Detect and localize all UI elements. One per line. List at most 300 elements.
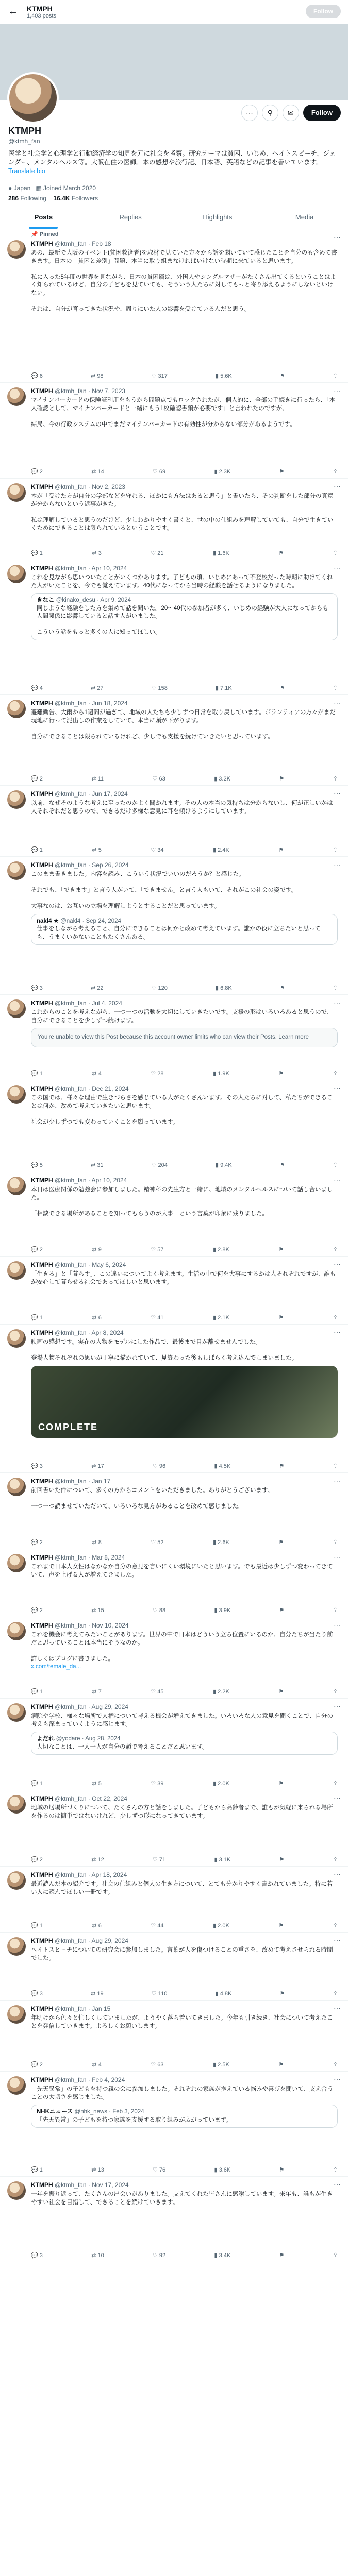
reply-icon[interactable]: 💬 2 xyxy=(31,1607,43,1614)
reply-icon[interactable]: 💬 6 xyxy=(31,373,43,379)
tweet-avatar[interactable] xyxy=(7,1622,26,1640)
share-icon[interactable]: ⇪ xyxy=(333,776,338,782)
tweet-avatar[interactable] xyxy=(7,483,26,502)
like-icon[interactable]: ♡ 45 xyxy=(151,1689,164,1695)
tweet-author-name[interactable]: KTMPH xyxy=(31,1177,53,1184)
tweet-header xyxy=(31,1329,124,1336)
like-icon[interactable]: ♡ 63 xyxy=(152,776,165,782)
following-link[interactable] xyxy=(8,195,46,202)
top-follow-button[interactable]: Follow xyxy=(306,5,341,18)
tweet-actions xyxy=(31,1162,338,1168)
tweet-header xyxy=(31,240,111,247)
tweet-header xyxy=(31,1937,128,1944)
bookmark-icon[interactable]: ⚑ xyxy=(278,1071,284,1077)
more-icon[interactable]: ⋯ xyxy=(334,1621,341,1629)
quoted-tweet[interactable] xyxy=(31,1732,338,1755)
tweet[interactable] xyxy=(0,1549,348,1617)
reply-icon[interactable]: 💬 2 xyxy=(31,2062,43,2068)
tweet[interactable] xyxy=(0,994,348,1080)
like-icon[interactable]: ♡ 21 xyxy=(151,550,164,556)
tweet-handle: @ktmh_fan · Jun 17, 2024 xyxy=(55,790,128,798)
tweet-text: 「先天異常」の子どもを持つ親の会に参加しました。それぞれの家族が抱えている悩みや喜びを聞いて、支え合うことの大切さを感じました。 xyxy=(31,2086,334,2100)
tweet-author-name[interactable]: KTMPH xyxy=(31,240,53,247)
more-icon[interactable]: ⋯ xyxy=(334,1553,341,1561)
tweet-author-name[interactable]: KTMPH xyxy=(31,1703,53,1710)
more-icon[interactable]: ⋯ xyxy=(334,2180,341,2189)
tweet-author-name[interactable]: KTMPH xyxy=(31,999,53,1007)
repost-icon[interactable]: ⇄ 19 xyxy=(91,1991,104,1997)
views-icon[interactable]: ▮ 1.6K xyxy=(213,550,229,556)
tweet-author-name[interactable]: KTMPH xyxy=(31,1085,53,1092)
more-icon[interactable]: ⋯ xyxy=(334,1936,341,1944)
bookmark-icon[interactable]: ⚑ xyxy=(278,1539,284,1546)
bio-text: 医学と社会学と心理学と行動経済学の知見を元に社会を考察。研究テーマは貧困、いじめ、ヘイトスピーチ、ジェンダー、メンタルヘルス等。大阪在住の医師。本の感想や旅行記、日本語、英語などの記事を書いています。 xyxy=(8,150,336,166)
tweet[interactable] xyxy=(0,694,348,786)
reply-icon[interactable]: 💬 1 xyxy=(31,1071,43,1077)
like-icon[interactable]: ♡ 110 xyxy=(151,1991,168,1997)
profile-handle: @ktmh_fan xyxy=(8,138,40,145)
bookmark-icon[interactable]: ⚑ xyxy=(279,776,285,782)
share-icon[interactable]: ⇪ xyxy=(333,1539,338,1546)
tweet-author-name[interactable]: KTMPH xyxy=(31,483,53,490)
share-icon[interactable]: ⇪ xyxy=(333,1315,338,1321)
share-icon[interactable]: ⇪ xyxy=(333,1991,338,1997)
tweet-author-name[interactable]: KTMPH xyxy=(31,1871,53,1878)
tweet-handle: @ktmh_fan · Jun 18, 2024 xyxy=(55,700,128,707)
reply-icon[interactable]: 💬 3 xyxy=(31,1463,43,1469)
tweet-link[interactable]: x.com/female_da... xyxy=(31,1664,81,1670)
tweet-body xyxy=(31,2086,338,2128)
tweet-handle: @ktmh_fan · Aug 29, 2024 xyxy=(55,1937,128,1944)
views-icon[interactable]: ▮ 3.6K xyxy=(214,2167,231,2173)
share-icon[interactable]: ⇪ xyxy=(333,985,338,991)
tweet-text: 地域の居場所づくりについて、たくさんの方と話をしました。子どもから高齢者まで、誰もが気軽に来られる場所を作るのは簡単ではないけれど、少しずつ形になってきています。 xyxy=(31,1805,333,1819)
tweet-actions xyxy=(31,2061,338,2068)
tweet-actions xyxy=(31,1607,338,1614)
share-icon[interactable]: ⇪ xyxy=(333,2062,338,2068)
like-icon[interactable]: ♡ 71 xyxy=(153,1857,166,1863)
repost-icon[interactable]: ⇄ 11 xyxy=(91,776,104,782)
back-arrow-icon[interactable]: ← xyxy=(8,6,18,17)
tweet-avatar[interactable] xyxy=(7,1177,26,1195)
repost-icon[interactable]: ⇄ 14 xyxy=(91,469,104,475)
tweet-body xyxy=(31,1009,338,1047)
bookmark-icon[interactable]: ⚑ xyxy=(279,2167,285,2173)
reply-icon[interactable]: 💬 1 xyxy=(31,1315,43,1321)
tweet[interactable] xyxy=(0,1698,348,1790)
tweet-author-name[interactable]: KTMPH xyxy=(31,1937,53,1944)
views-icon[interactable]: ▮ 9.4K xyxy=(215,1162,232,1168)
bookmark-icon[interactable]: ⚑ xyxy=(278,847,284,853)
tweet-body xyxy=(31,1946,338,1962)
tab-posts[interactable]: Posts xyxy=(0,206,87,229)
views-icon[interactable]: ▮ 4.5K xyxy=(214,1463,231,1469)
share-icon[interactable]: ⇪ xyxy=(333,1857,338,1863)
like-icon[interactable]: ♡ 63 xyxy=(151,2062,164,2068)
tweet-body xyxy=(31,574,338,640)
quoted-author: NHKニュース @nhk_news · Feb 3, 2024 xyxy=(37,2109,144,2115)
tweet[interactable] xyxy=(0,382,348,479)
tweet-actions xyxy=(31,985,338,991)
bookmark-icon[interactable]: ⚑ xyxy=(278,1247,284,1253)
tweet[interactable] xyxy=(0,2000,348,2072)
reply-icon[interactable]: 💬 1 xyxy=(31,847,43,853)
share-icon[interactable]: ⇪ xyxy=(333,2167,338,2173)
tweet-actions xyxy=(31,372,338,379)
translate-bio-link[interactable]: Translate bio xyxy=(8,167,45,175)
more-icon[interactable]: ⋯ xyxy=(334,1702,341,1710)
like-icon[interactable]: ♡ 120 xyxy=(151,985,168,991)
tweet-avatar[interactable] xyxy=(7,2181,26,2200)
share-icon[interactable]: ⇪ xyxy=(333,685,338,691)
tweet-handle: @ktmh_fan · Feb 4, 2024 xyxy=(55,2076,125,2083)
repost-icon[interactable]: ⇄ 98 xyxy=(90,373,104,379)
bookmark-icon[interactable]: ⚑ xyxy=(279,985,285,991)
views-icon[interactable]: ▮ 2.6K xyxy=(213,1539,229,1546)
bookmark-icon[interactable]: ⚑ xyxy=(279,373,285,379)
tweet-avatar[interactable] xyxy=(7,1261,26,1280)
top-bar-name: KTMPH xyxy=(27,5,53,13)
tweet-avatar[interactable] xyxy=(7,1795,26,1814)
bookmark-icon[interactable]: ⚑ xyxy=(278,1689,284,1695)
reply-icon[interactable]: 💬 3 xyxy=(31,1991,43,1997)
tweet-actions xyxy=(31,2166,338,2173)
share-icon[interactable]: ⇪ xyxy=(333,1781,338,1787)
views-icon[interactable]: ▮ 2.0K xyxy=(213,1781,229,1787)
repost-icon[interactable]: ⇄ 4 xyxy=(92,2062,102,2068)
tweet-handle: @ktmh_fan · Feb 18 xyxy=(55,240,111,247)
tweet-header xyxy=(31,387,125,395)
tweet-author-name[interactable]: KTMPH xyxy=(31,387,53,395)
tweet[interactable] xyxy=(0,785,348,857)
like-icon[interactable]: ♡ 96 xyxy=(153,1463,166,1469)
more-icon[interactable]: ⋯ xyxy=(334,1477,341,1485)
tweet-body xyxy=(31,1804,338,1820)
share-icon[interactable]: ⇪ xyxy=(333,550,338,556)
bookmark-icon[interactable]: ⚑ xyxy=(278,1923,284,1929)
bookmark-icon[interactable]: ⚑ xyxy=(278,2062,284,2068)
reply-icon[interactable]: 💬 2 xyxy=(31,776,43,782)
views-icon[interactable]: ▮ 6.8K xyxy=(215,985,232,991)
more-icon[interactable]: ⋯ xyxy=(334,1176,341,1184)
bookmark-icon[interactable]: ⚑ xyxy=(279,1162,285,1168)
tweet-avatar[interactable] xyxy=(7,240,26,259)
more-icon[interactable]: ⋯ xyxy=(334,1084,341,1092)
reply-icon[interactable]: 💬 2 xyxy=(31,1857,43,1863)
views-icon[interactable]: ▮ 3.2K xyxy=(214,776,230,782)
notification-bell-icon[interactable]: ✉ xyxy=(283,105,299,121)
repost-icon[interactable]: ⇄ 9 xyxy=(92,1247,102,1253)
more-icon[interactable]: ⋯ xyxy=(334,789,341,798)
tweet-avatar[interactable] xyxy=(7,1085,26,1104)
views-icon[interactable]: ▮ 2.3K xyxy=(214,469,231,475)
follow-button[interactable]: Follow xyxy=(303,105,341,121)
more-icon[interactable]: ⋯ xyxy=(334,1870,341,1878)
tweet-avatar[interactable] xyxy=(7,2076,26,2095)
like-icon[interactable]: ♡ 76 xyxy=(153,2167,166,2173)
tweet-actions xyxy=(31,1539,338,1546)
tweet[interactable] xyxy=(0,1617,348,1699)
views-icon[interactable]: ▮ 7.1K xyxy=(215,685,232,691)
tweet-media-image[interactable] xyxy=(31,1366,338,1438)
tweet-author-name[interactable]: KTMPH xyxy=(31,1478,53,1485)
views-icon[interactable]: ▮ 2.4K xyxy=(213,847,229,853)
like-icon[interactable]: ♡ 34 xyxy=(151,847,164,853)
tweet-avatar[interactable] xyxy=(7,700,26,718)
tweet-author-name[interactable]: KTMPH xyxy=(31,1622,53,1629)
like-icon[interactable]: ♡ 317 xyxy=(151,373,168,379)
quoted-tweet[interactable] xyxy=(31,593,338,640)
tweet-avatar[interactable] xyxy=(7,565,26,583)
like-icon[interactable]: ♡ 57 xyxy=(151,1247,164,1253)
tweet-author-name[interactable]: KTMPH xyxy=(31,1329,53,1336)
repost-icon[interactable]: ⇄ 3 xyxy=(92,550,102,556)
tweet[interactable] xyxy=(0,1866,348,1933)
more-icon[interactable]: ⋯ xyxy=(334,860,341,869)
tweet-avatar[interactable] xyxy=(7,2005,26,2024)
tweet[interactable] xyxy=(0,1932,348,2001)
share-icon[interactable]: ⇪ xyxy=(333,847,338,853)
tweet-avatar[interactable] xyxy=(7,1554,26,1572)
tweet-text: 「生きる」と「暮らす」、この違いについてよく考えます。生活の中で何を大事にするかは人それぞれですが、誰もが安心して暮らせる社会であってほしいと思います。 xyxy=(31,1271,336,1285)
tweet-actions xyxy=(31,775,338,782)
tab-highlights[interactable]: Highlights xyxy=(203,213,233,221)
share-icon[interactable]: ⇪ xyxy=(333,2252,338,2259)
tweet[interactable] xyxy=(0,560,348,695)
tweet-body xyxy=(31,249,338,313)
like-icon[interactable]: ♡ 69 xyxy=(153,469,166,475)
bookmark-icon[interactable]: ⚑ xyxy=(279,2252,285,2259)
tweet[interactable] xyxy=(0,2071,348,2177)
top-bar-identity xyxy=(27,5,56,19)
views-icon[interactable]: ▮ 2.0K xyxy=(213,1923,229,1929)
share-icon[interactable]: ⇪ xyxy=(333,1923,338,1929)
tweet[interactable] xyxy=(0,1256,348,1325)
tweet-text: これからのことを考えながら、一つ一つの活動を大切にしていきたいです。支援の形はいろいろあると思うので、自分にできることを少しずつ続けます。 xyxy=(31,1009,333,1024)
more-icon[interactable]: ⋯ xyxy=(334,564,341,572)
tweet[interactable] xyxy=(0,478,348,560)
tweet-author-name[interactable]: KTMPH xyxy=(31,1554,53,1561)
tweet[interactable] xyxy=(0,1172,348,1257)
tweet-header xyxy=(31,2076,125,2083)
tweet[interactable] xyxy=(0,1472,348,1549)
more-icon[interactable]: ⋯ xyxy=(334,1794,341,1802)
more-icon[interactable]: ⋯ xyxy=(334,1260,341,1268)
like-icon[interactable]: ♡ 92 xyxy=(153,2252,166,2259)
tweet-avatar[interactable] xyxy=(7,1703,26,1722)
tweet-avatar[interactable] xyxy=(7,1478,26,1496)
tweet[interactable] xyxy=(0,856,348,995)
bookmark-icon[interactable]: ⚑ xyxy=(279,1463,285,1469)
bookmark-icon[interactable]: ⚑ xyxy=(279,1607,285,1614)
share-icon[interactable]: ⇪ xyxy=(333,1162,338,1168)
tweet[interactable] xyxy=(0,1080,348,1172)
tweet-actions xyxy=(31,1688,338,1695)
quoted-author: きなこ @kinako_desu · Apr 9, 2024 xyxy=(37,597,131,603)
views-icon[interactable]: ▮ 4.8K xyxy=(215,1991,232,1997)
repost-icon[interactable]: ⇄ 31 xyxy=(90,1162,104,1168)
views-icon[interactable]: ▮ 3.1K xyxy=(214,1857,231,1863)
reply-icon[interactable]: 💬 3 xyxy=(31,985,43,991)
tweet-author-name[interactable]: KTMPH xyxy=(31,2005,53,2012)
tweet-body xyxy=(31,1880,338,1896)
like-icon[interactable]: ♡ 52 xyxy=(151,1539,164,1546)
share-icon[interactable]: ⇪ xyxy=(333,469,338,475)
reply-icon[interactable]: 💬 5 xyxy=(31,1162,43,1168)
profile-avatar[interactable] xyxy=(7,72,59,124)
like-icon[interactable]: ♡ 28 xyxy=(151,1071,164,1077)
bookmark-icon[interactable]: ⚑ xyxy=(279,1991,285,1997)
bookmark-icon[interactable]: ⚑ xyxy=(279,685,285,691)
repost-icon[interactable]: ⇄ 7 xyxy=(92,1689,102,1695)
tweet-body xyxy=(31,871,338,945)
more-icon[interactable]: ⋯ xyxy=(334,482,341,490)
followers-link[interactable] xyxy=(53,195,98,202)
repost-icon[interactable]: ⇄ 5 xyxy=(92,1781,102,1787)
more-icon[interactable]: ⋯ xyxy=(334,386,341,395)
tweet[interactable] xyxy=(0,1324,348,1473)
reply-icon[interactable]: 💬 1 xyxy=(31,1923,43,1929)
tweet-actions xyxy=(31,468,338,475)
bookmark-icon[interactable]: ⚑ xyxy=(278,1315,284,1321)
tweet-header xyxy=(31,483,125,490)
tweet-avatar[interactable] xyxy=(7,387,26,406)
tweet-author-name[interactable]: KTMPH xyxy=(31,1795,53,1802)
repost-icon[interactable]: ⇄ 13 xyxy=(91,2167,104,2173)
tweet-avatar[interactable] xyxy=(7,999,26,1018)
tweet[interactable] xyxy=(0,229,348,383)
repost-icon[interactable]: ⇄ 5 xyxy=(92,847,102,853)
share-icon[interactable]: ⇪ xyxy=(333,373,338,379)
tweet-author-name[interactable]: KTMPH xyxy=(31,2076,53,2083)
quoted-handle: @nhk_news · Feb 3, 2024 xyxy=(74,2109,144,2115)
more-icon[interactable]: ⋯ xyxy=(334,2004,341,2012)
repost-icon[interactable]: ⇄ 6 xyxy=(92,1315,102,1321)
tweet[interactable] xyxy=(0,1790,348,1867)
share-icon[interactable]: ⇪ xyxy=(333,1071,338,1077)
tab-media[interactable]: Media xyxy=(295,213,314,221)
reply-icon[interactable]: 💬 4 xyxy=(31,685,43,691)
tweet[interactable] xyxy=(0,2176,348,2262)
tweet-avatar[interactable] xyxy=(7,861,26,880)
tweet-author-name[interactable]: KTMPH xyxy=(31,1261,53,1268)
quoted-text: 仕事をしながら考えること、自分にできることは何かと改めて考えています。誰かの役に立ちたいと思っても、うまくいかないこともたくさんある。 xyxy=(37,926,321,940)
like-icon[interactable]: ♡ 158 xyxy=(151,685,168,691)
like-icon[interactable]: ♡ 41 xyxy=(151,1315,164,1321)
repost-icon[interactable]: ⇄ 4 xyxy=(92,1071,102,1077)
like-icon[interactable]: ♡ 88 xyxy=(153,1607,166,1614)
reply-icon[interactable]: 💬 1 xyxy=(31,2167,43,2173)
views-icon[interactable]: ▮ 2.5K xyxy=(213,2062,229,2068)
views-icon[interactable]: ▮ 3.9K xyxy=(214,1607,231,1614)
quoted-author: よだれ @yodare · Aug 28, 2024 xyxy=(37,1736,121,1742)
like-icon[interactable]: ♡ 39 xyxy=(151,1781,164,1787)
profile-name: KTMPH xyxy=(8,126,41,136)
tweet-handle: @ktmh_fan · Mar 8, 2024 xyxy=(55,1554,125,1561)
views-icon[interactable]: ▮ 3.4K xyxy=(214,2252,231,2259)
following-count: 286 xyxy=(8,195,19,202)
bookmark-icon[interactable]: ⚑ xyxy=(278,1781,284,1787)
tweet-author-name[interactable]: KTMPH xyxy=(31,2181,53,2189)
more-icon[interactable]: ⋯ xyxy=(241,105,258,121)
quoted-tweet[interactable] xyxy=(31,2105,338,2128)
bookmark-icon[interactable]: ⚑ xyxy=(279,469,285,475)
tab-replies[interactable]: Replies xyxy=(119,213,142,221)
repost-icon[interactable]: ⇄ 17 xyxy=(91,1463,104,1469)
tweet-header xyxy=(31,1554,125,1561)
more-icon[interactable]: ⋯ xyxy=(334,699,341,707)
tweet-body xyxy=(31,1186,338,1218)
reply-icon[interactable]: 💬 3 xyxy=(31,2252,43,2259)
more-icon[interactable]: ⋯ xyxy=(334,2075,341,2083)
reply-icon[interactable]: 💬 1 xyxy=(31,1689,43,1695)
tweet-avatar[interactable] xyxy=(7,1871,26,1890)
tweet-text: 年明けから色々と忙しくしていましたが、ようやく落ち着いてきました。今年も引き続き、社会について考えたことを発信していきます。よろしくお願いします。 xyxy=(31,2015,333,2029)
repost-icon[interactable]: ⇄ 22 xyxy=(90,985,104,991)
profile-actions xyxy=(241,105,341,121)
tweet-text: 映画の感想です。実在の人物をモデルにした作品で、最後まで目が離せませんでした。 登場人物それぞれの思いが丁寧に描かれていて、見終わった後もしばらく考え込んでしまいました。 xyxy=(31,1339,298,1361)
repost-icon[interactable]: ⇄ 12 xyxy=(91,1857,104,1863)
repost-icon[interactable]: ⇄ 10 xyxy=(91,2252,104,2259)
views-icon[interactable]: ▮ 2.1K xyxy=(213,1315,229,1321)
quoted-text: 「先天異常」の子どもを持つ家族を支援する取り組みが広がっています。 xyxy=(37,2116,232,2123)
more-icon[interactable]: ⋯ xyxy=(334,1328,341,1336)
reply-icon[interactable]: 💬 1 xyxy=(31,550,43,556)
share-icon[interactable]: ⇪ xyxy=(333,1607,338,1614)
tweet-author-name[interactable]: KTMPH xyxy=(31,565,53,572)
tweet-author-name[interactable]: KTMPH xyxy=(31,790,53,798)
following-label: Following xyxy=(20,195,47,202)
tweet-avatar[interactable] xyxy=(7,1937,26,1956)
reply-icon[interactable]: 💬 2 xyxy=(31,1539,43,1546)
views-icon[interactable]: ▮ 1.9K xyxy=(213,1071,229,1077)
bookmark-icon[interactable]: ⚑ xyxy=(279,1857,285,1863)
bookmark-icon[interactable]: ⚑ xyxy=(278,550,284,556)
share-icon[interactable]: ⇪ xyxy=(333,1689,338,1695)
repost-icon[interactable]: ⇄ 15 xyxy=(91,1607,104,1614)
tweet-avatar[interactable] xyxy=(7,1329,26,1348)
quoted-tweet[interactable] xyxy=(31,914,338,945)
tweet-author-name[interactable]: KTMPH xyxy=(31,861,53,869)
like-icon[interactable]: ♡ 44 xyxy=(151,1923,164,1929)
search-icon[interactable]: ⚲ xyxy=(262,105,278,121)
tweet-handle: @ktmh_fan · Apr 10, 2024 xyxy=(55,1177,127,1184)
like-icon[interactable]: ♡ 204 xyxy=(151,1162,168,1168)
more-icon[interactable]: ⋯ xyxy=(334,233,341,241)
tweet-avatar[interactable] xyxy=(7,790,26,809)
tweet-handle: @ktmh_fan · Dec 21, 2024 xyxy=(55,1085,129,1092)
tweet-handle: @ktmh_fan · Sep 26, 2024 xyxy=(55,861,129,869)
repost-icon[interactable]: ⇄ 8 xyxy=(92,1539,102,1546)
repost-icon[interactable]: ⇄ 27 xyxy=(90,685,104,691)
views-icon[interactable]: ▮ 2.2K xyxy=(213,1689,229,1695)
share-icon[interactable]: ⇪ xyxy=(333,1247,338,1253)
reply-icon[interactable]: 💬 2 xyxy=(31,1247,43,1253)
quoted-handle: @nakl4 · Sep 24, 2024 xyxy=(60,918,121,924)
repost-icon[interactable]: ⇄ 6 xyxy=(92,1923,102,1929)
views-icon[interactable]: ▮ 5.6K xyxy=(215,373,232,379)
tweet-author-name[interactable]: KTMPH xyxy=(31,700,53,707)
calendar-icon: ▦ xyxy=(36,184,42,192)
tweet-header xyxy=(31,790,128,798)
views-icon[interactable]: ▮ 2.8K xyxy=(213,1247,229,1253)
tweet-actions xyxy=(31,1070,338,1077)
more-icon[interactable]: ⋯ xyxy=(334,998,341,1007)
share-icon[interactable]: ⇪ xyxy=(333,1463,338,1469)
reply-icon[interactable]: 💬 2 xyxy=(31,469,43,475)
reply-icon[interactable]: 💬 1 xyxy=(31,1781,43,1787)
tweet-actions xyxy=(31,1856,338,1863)
